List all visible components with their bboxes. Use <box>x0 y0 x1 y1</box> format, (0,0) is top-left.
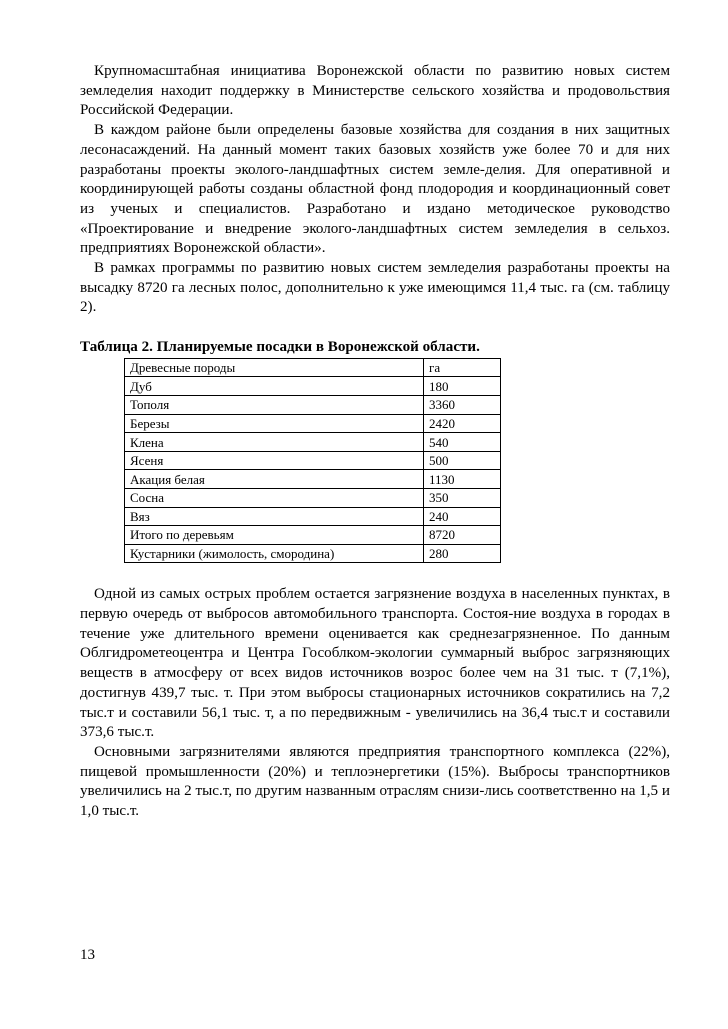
table-header-row <box>125 358 501 377</box>
species-cell: Клена <box>125 433 424 452</box>
table-row <box>125 433 501 452</box>
species-cell: Сосна <box>125 489 424 508</box>
table-row <box>125 414 501 433</box>
species-cell: Ясеня <box>125 451 424 470</box>
species-cell: Акация белая <box>125 470 424 489</box>
paragraph-initiative: Крупномасштабная инициатива Воронежской области по развитию новых систем земледелия находит поддержку в Министерстве сельского хозяйства и продовольствия Российской Федерации. <box>80 63 670 119</box>
table-caption: Таблица 2. Планируемые посадки в Воронежской области. <box>80 339 480 356</box>
table-row <box>125 377 501 396</box>
hectares-cell: 240 <box>424 507 501 526</box>
page-content <box>80 62 670 822</box>
paragraph-polluters: Основными загрязнителями являются предприятия транспортного комплекса (22%), пищевой промышленности (20%) и теплоэнергетики (15%). Выбросы транспортников увеличились на 2 тыс.т, по другим названным отраслям снизи-лись соответственно на 1,5 и 1,0 тыс.т. <box>80 744 670 820</box>
table-row <box>125 470 501 489</box>
table-row <box>125 489 501 508</box>
species-cell: Дуб <box>125 377 424 396</box>
hectares-cell: 2420 <box>424 414 501 433</box>
hectares-cell: 540 <box>424 433 501 452</box>
header-hectares: га <box>424 358 501 377</box>
hectares-cell: 280 <box>424 544 501 563</box>
species-cell: Вяз <box>125 507 424 526</box>
species-cell: Итого по деревьям <box>125 526 424 545</box>
species-cell: Березы <box>125 414 424 433</box>
species-cell: Тополя <box>125 396 424 415</box>
page-number: 13 <box>80 947 96 963</box>
plantings-table <box>124 358 501 564</box>
table-row <box>125 507 501 526</box>
hectares-cell: 180 <box>424 377 501 396</box>
header-species: Древесные породы <box>125 358 424 377</box>
paragraph-base-farms: В каждом районе были определены базовые хозяйства для создания в них защитных лесонасаждений. На данный момент таких базовых хозяйств уже более 70 и для них разработаны проекты эколого-ландшафтных систем земле-делия. Для оперативной и координирующей работы созданы областной фонд плодородия и координационный совет из ученых и специалистов. Разработано и издано методическое руководство «Проектирование и внедрение эколого-ландшафтных систем земледелия в сельхоз. предприятиях Воронежской области». <box>80 122 670 257</box>
table-row <box>125 544 501 563</box>
species-cell: Кустарники (жимолость, смородина) <box>125 544 424 563</box>
hectares-cell: 500 <box>424 451 501 470</box>
hectares-cell: 350 <box>424 489 501 508</box>
hectares-cell: 3360 <box>424 396 501 415</box>
paragraph-program: В рамках программы по развитию новых систем земледелия разработаны проекты на высадку 8720 га лесных полос, дополнительно к уже имеющимся 11,4 тыс. га (см. таблицу 2). <box>80 260 670 316</box>
table-row <box>125 451 501 470</box>
table-row <box>125 396 501 415</box>
table-row-total <box>125 526 501 545</box>
hectares-cell: 1130 <box>424 470 501 489</box>
paragraph-air-pollution: Одной из самых острых проблем остается загрязнение воздуха в населенных пунктах, в первую очередь от выбросов автомобильного транспорта. Состоя-ние воздуха в городах в течение уже длительного времени оценивается как среднезагрязненное. По данным Облгидрометеоцентра и Центра Гособлком-экологии суммарный выброс загрязняющих веществ в атмосферу от всех видов источников возрос более чем на 31 тыс. т (7,1%), достигнув 439,7 тыс. т. При этом выбросы стационарных источников сократились на 7,2 тыс.т и составили 56,1 тыс. т, а по передвижным - увеличились на 36,4 тыс.т и составили 373,6 тыс.т. <box>80 586 670 741</box>
hectares-cell: 8720 <box>424 526 501 545</box>
